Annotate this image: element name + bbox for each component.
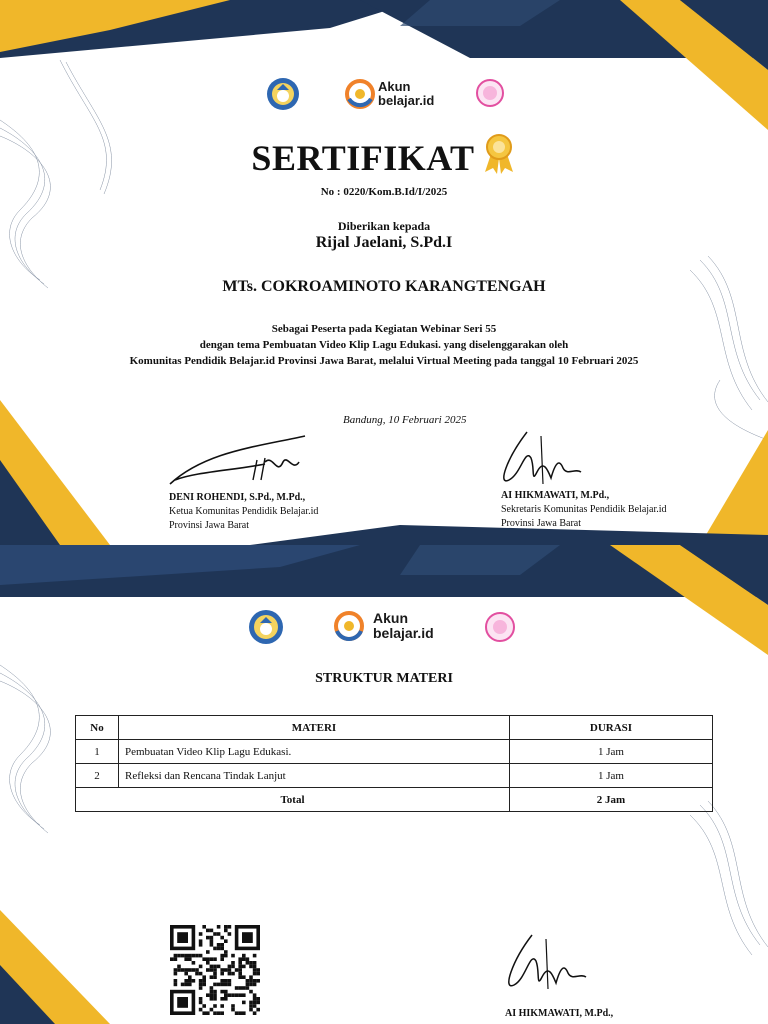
award-ribbon-icon [481, 132, 517, 179]
brand-line2: belajar.id [378, 93, 435, 108]
total-value: 2 Jam [510, 788, 713, 812]
table-total-row [76, 788, 713, 812]
materials-signer-name: AI HIKMAWATI, M.Pd., [505, 1008, 614, 1019]
materials-signer-block [505, 1007, 613, 1021]
certificate-title: SERTIFIKAT [251, 138, 475, 178]
header-materi: MATERI [119, 716, 510, 740]
description-line-2: dengan tema Pembuatan Video Klip Lagu Edukasi. yang diselenggarakan oleh [199, 339, 569, 351]
header-no: No [76, 716, 119, 740]
certificate-title-row [0, 132, 768, 179]
signature-ai-hikmawati [497, 428, 597, 492]
brand-line1-2: Akun [373, 610, 408, 626]
table-row [76, 740, 713, 764]
signer1-name: DENI ROHENDI, S.Pd., M.Pd., [169, 492, 306, 503]
materials-title: STRUKTUR MATERI [315, 671, 453, 686]
signer1-region: Provinsi Jawa Barat [169, 520, 249, 531]
certificate-number: No : 0220/Kom.B.Id/I/2025 [320, 186, 448, 198]
total-label: Total [76, 788, 510, 812]
materials-table [75, 715, 713, 812]
row-materi: Pembuatan Video Klip Lagu Edukasi. [119, 740, 510, 764]
signer2-region: Provinsi Jawa Barat [501, 518, 581, 529]
community-logo-2 [483, 611, 517, 643]
given-to-label: Diberikan kepada [337, 219, 431, 233]
recipient-name: Rijal Jaelani, S.Pd.I [315, 234, 453, 251]
qr-code[interactable] [170, 925, 260, 1015]
institution-name: MTs. COKROAMINOTO KARANGTENGAH [222, 278, 546, 295]
place-date: Bandung, 10 Februari 2025 [343, 414, 467, 426]
description-line-1: Sebagai Peserta pada Kegiatan Webinar Seri 55 [271, 323, 497, 335]
signature-ai-hikmawati-2 [502, 931, 602, 997]
brand-line1: Akun [378, 79, 411, 94]
materials-page [0, 545, 768, 1024]
akun-belajar-logo [345, 78, 465, 112]
description-line-3: Komunitas Pendidik Belajar.id Provinsi Jawa Barat, melalui Virtual Meeting pada tanggal 10 Februari 2025 [129, 355, 639, 367]
signer2-role: Sekretaris Komunitas Pendidik Belajar.id [501, 504, 667, 515]
row-no: 1 [76, 740, 119, 764]
tut-wuri-logo-2 [248, 609, 284, 645]
signer1-role: Ketua Komunitas Pendidik Belajar.id [169, 506, 319, 517]
akun-belajar-logo-2 [333, 608, 453, 644]
community-logo [474, 78, 506, 108]
row-materi: Refleksi dan Rencana Tindak Lanjut [119, 764, 510, 788]
row-durasi: 1 Jam [510, 764, 713, 788]
table-row [76, 764, 713, 788]
brand-line2-2: belajar.id [373, 625, 434, 641]
tut-wuri-logo [266, 77, 300, 111]
signer1-block [169, 491, 318, 533]
signature-deni [165, 432, 315, 492]
header-durasi: DURASI [510, 716, 713, 740]
table-header-row [76, 716, 713, 740]
row-no: 2 [76, 764, 119, 788]
signer2-name: AI HIKMAWATI, M.Pd., [501, 490, 610, 501]
row-durasi: 1 Jam [510, 740, 713, 764]
signer2-block [501, 489, 667, 531]
